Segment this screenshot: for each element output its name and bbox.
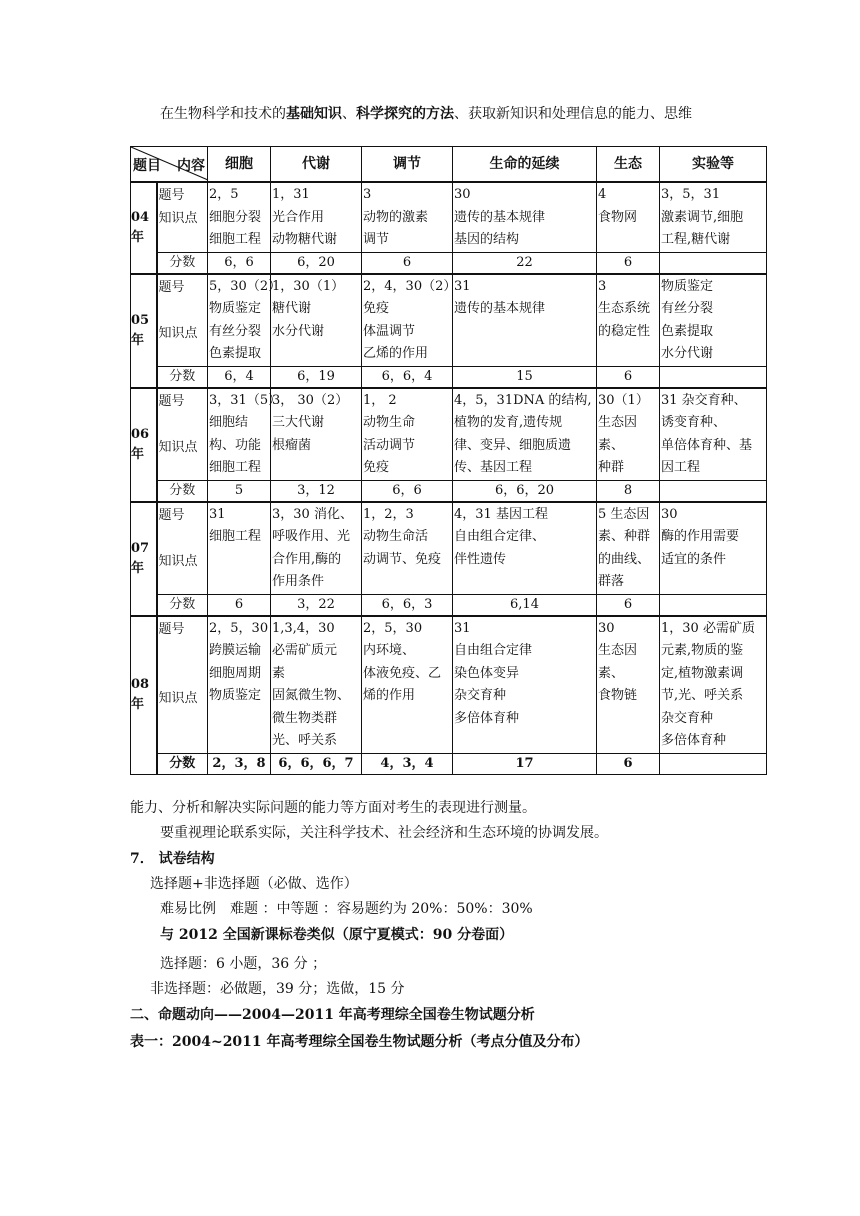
cell-line: 杂交育种 [661,710,714,726]
cell-line: 2，5，30 [363,620,423,636]
score-cell: 6，19 [271,366,362,388]
intro-text-2: 、 [342,106,356,122]
cell-line: 单倍体育种、基 [661,437,753,453]
cell-line: 遗传的基本规律 [454,301,546,316]
row-label-question-number: 题号 [158,188,185,203]
cell-line: 1，31 [272,187,310,202]
cell-line: 群落 [598,574,625,589]
heading-table-one: 表一：2004~2011 年高考理综全国卷生物试题分析（考点分值及分布） [130,1034,589,1050]
table-cell [362,274,457,367]
score-cell: 4，3，4 [362,753,453,774]
score-row [131,753,767,774]
row-label-question-number: 题号 [158,393,185,409]
cell-line: 30 [661,506,678,522]
cell-line: 有丝分裂 [209,323,262,339]
cell-line: 色素提取 [209,346,262,361]
table-cell [362,616,453,754]
cell-line: 定,植物激素调 [661,665,744,681]
para-choice: 选择题：6 小题，36 分 ； [160,956,327,972]
column-header: 实验等 [660,147,767,183]
cell-line: 合作用,酶的 [272,551,342,567]
score-cell: 3，22 [271,594,362,616]
cell-line: 微生物类群 [272,710,338,726]
score-row [131,480,767,502]
table-cell [597,274,660,367]
cell-line: 31 [454,620,471,636]
score-cell: 6 [208,594,271,616]
category-labels [157,274,208,367]
cell-line: 种群 [598,460,625,475]
cell-line: 伴性遗传 [454,551,507,567]
cell-line: 自由组合定律 [454,643,533,658]
cell-line: 构、功能 [209,437,262,453]
cell-line: 乙烯的作用 [363,346,429,361]
score-cell: 6，4 [208,366,271,388]
table-cell [271,274,362,367]
score-cell: 8 [597,480,660,502]
cell-line: 31 [454,278,471,294]
row-label-score: 分数 [157,252,208,274]
year-label: 07 年 [131,502,157,616]
table-row [131,274,767,367]
table-cell [362,182,453,252]
table-cell [660,182,767,252]
cell-line: 诱变育种、 [661,415,727,430]
cell-line: 动物生命 [363,415,416,430]
cell-line: 元素,物质的鉴 [661,643,744,658]
column-header: 细胞 [208,147,271,183]
score-cell [660,366,767,388]
row-label-question-number: 题号 [158,507,185,523]
intro-line [160,103,692,123]
cell-line: 传、基因工程 [454,460,533,475]
heading-exam-structure: 7． 试卷结构 [130,851,215,867]
table-row [131,502,767,595]
cell-line: 染色体变异 [454,665,520,681]
cell-line: 1，2，3 [363,506,414,522]
cell-line: 2，4，30（2） [363,278,457,294]
score-cell [660,753,767,774]
cell-line: 30 [454,187,471,202]
table-row [131,182,767,252]
cell-line: 细胞工程 [209,232,262,247]
corner-label-content: 内容 [177,158,205,174]
score-cell: 6，6，3 [362,594,453,616]
score-cell: 6，6，6，7 [271,753,362,774]
cell-line: 30 [598,620,615,636]
row-label-knowledge: 知识点 [158,325,198,341]
cell-line: 动物的激素 [363,209,429,225]
heading-trend: 二、命题动向——2004—2011 年高考理综全国卷生物试题分析 [130,1007,535,1023]
year-label: 05 年 [131,274,157,388]
cell-line: 烯的作用 [363,688,416,703]
table-cell [208,388,282,481]
score-cell: 6，20 [271,252,362,274]
cell-line: 自由组合定律、 [454,529,546,544]
cell-line: 免疫 [363,301,390,316]
cell-line: 2，5 [209,187,239,202]
score-cell: 6 [597,366,660,388]
cell-line: 细胞分裂 [209,209,262,225]
cell-line: 4，31 基因工程 [454,506,548,522]
table-row [131,616,767,754]
year-label: 08 年 [131,616,157,775]
cell-line: 1，30（1） [272,278,345,294]
cell-line: 酶的作用需要 [661,529,740,544]
cell-line: 细胞工程 [209,460,262,475]
year-label: 06 年 [131,388,157,502]
score-cell: 2，3，8 [208,753,271,774]
score-cell: 6 [362,252,453,274]
cell-line: 植物的发育,遗传规 [454,415,563,430]
row-label-knowledge: 知识点 [158,553,198,569]
cell-line: 免疫 [363,460,390,475]
score-cell: 15 [453,366,597,388]
score-cell [660,252,767,274]
cell-line: 的稳定性 [598,323,651,339]
row-label-score: 分数 [157,480,208,502]
header-corner [131,147,208,183]
cell-line: 物质鉴定 [661,278,714,294]
cell-line: 动物生命活 [363,529,429,544]
cell-line: 生态因 [598,643,638,658]
cell-line: 物质鉴定 [209,688,262,703]
row-label-score: 分数 [157,753,208,774]
category-labels [157,616,208,754]
row-label-question-number: 题号 [158,621,185,637]
score-row [131,366,767,388]
column-header: 代谢 [271,147,362,183]
cell-line: 活动调节 [363,437,416,453]
table-cell [597,388,660,481]
table-cell [453,502,597,595]
score-row [131,594,767,616]
cell-line: 调节 [363,232,390,247]
cell-line: 固氮微生物、 [272,688,351,703]
cell-line: 3， 30（2） [272,392,349,408]
table-cell [453,182,597,252]
cell-line: 光合作用 [272,209,325,225]
cell-line: 多倍体育种 [454,710,520,726]
table-row [131,388,767,481]
cell-line: 根瘤菌 [272,437,312,453]
cell-line: 动调节、免疫 [363,551,442,567]
para-similarity: 与 2012 全国新课标卷类似（原宁夏模式：90 分卷面） [160,927,514,943]
cell-line: 4，5，31DNA 的结构, [454,392,592,408]
cell-line: 呼吸作用、光 [272,529,351,544]
score-cell: 6，6 [362,480,453,502]
cell-line: 基因的结构 [454,232,520,247]
cell-line: 物质鉴定 [209,301,262,316]
cell-line: 细胞工程 [209,529,262,544]
intro-text-3: 、获取新知识和处理信息的能力、思维 [454,106,692,122]
score-cell: 6 [597,252,660,274]
cell-line: 生态系统 [598,301,651,316]
score-cell [660,480,767,502]
cell-line: 细胞结 [209,415,249,430]
year-label: 04 年 [131,182,157,274]
table-cell [271,502,362,595]
cell-line: 因工程 [661,460,701,475]
score-cell: 3，12 [271,480,362,502]
score-row [131,252,767,274]
cell-line: 4 [598,187,607,202]
para-practice: 要重视理论联系实际，关注科学技术、社会经济和生态环境的协调发展。 [160,825,608,841]
cell-line: 杂交育种 [454,688,507,703]
cell-line: 3，5，31 [661,187,721,202]
table-cell [208,182,271,252]
cell-line: 动物糖代谢 [272,232,338,247]
table-cell [271,616,362,754]
cell-line: 水分代谢 [272,323,325,339]
cell-line: 细胞周期 [209,665,262,681]
cell-line: 3，30 消化、 [272,506,353,522]
cell-line: 体液免疫、乙 [363,665,442,681]
cell-line: 律、变异、细胞质遗 [454,437,572,453]
cell-line: 作用条件 [272,574,325,589]
intro-text-1: 在生物科学和技术的 [160,106,286,122]
table-cell [271,388,362,481]
cell-line: 三大代谢 [272,415,325,430]
score-cell: 6，6，4 [362,366,453,388]
cell-line: 31 杂交育种、 [661,392,747,408]
cell-line: 色素提取 [661,323,714,339]
cell-line: 水分代谢 [661,346,714,361]
table-cell [453,388,597,481]
score-cell: 17 [453,753,597,774]
row-label-score: 分数 [157,366,208,388]
cell-line: 激素调节,细胞 [661,209,744,225]
cell-line: 体温调节 [363,323,416,339]
cell-line: 5，30（2） [209,278,282,294]
cell-line: 有丝分裂 [661,301,714,316]
score-cell: 22 [453,252,597,274]
cell-line: 3 [598,278,607,294]
row-label-knowledge: 知识点 [158,211,198,226]
cell-line: 必需矿质元 [272,643,338,658]
cell-line: 1， 2 [363,392,397,408]
exam-analysis-table [130,146,767,775]
cell-line: 2，5，30 [209,620,269,636]
category-labels [157,182,208,252]
corner-label-question: 题目 [133,158,161,174]
cell-line: 内环境、 [363,643,416,658]
cell-line: 适宜的条件 [661,551,727,567]
cell-line: 糖代谢 [272,301,312,316]
score-cell [660,594,767,616]
cell-line: 素、 [598,437,625,453]
table-cell [660,616,767,754]
cell-line: 1，30 必需矿质 [661,620,755,636]
table-cell [660,274,767,367]
intro-bold-2: 科学探究的方法 [356,106,454,122]
cell-line: 3，31（5） [209,392,282,408]
score-cell: 6，6，20 [453,480,597,502]
cell-line: 5 生态因 [598,506,650,522]
table-cell [208,502,271,595]
score-cell: 5 [208,480,271,502]
cell-line: 30（1） [598,392,649,408]
cell-line: 多倍体育种 [661,733,727,748]
category-labels [157,502,208,595]
column-header: 调节 [362,147,453,183]
score-cell: 6 [597,594,660,616]
row-label-knowledge: 知识点 [158,439,198,455]
cell-line: 的曲线、 [598,551,651,567]
row-label-question-number: 题号 [158,279,185,295]
cell-line: 食物链 [598,688,638,703]
column-header: 生态 [597,147,660,183]
column-header: 生命的延续 [453,147,597,183]
table-cell [660,502,767,595]
para-question-types: 选择题+非选择题（必做、选作） [150,876,358,892]
cell-line: 工程,糖代谢 [661,232,731,247]
score-cell: 6，6 [208,252,271,274]
cell-line: 光、呼关系 [272,733,338,748]
cell-line: 食物网 [598,209,638,225]
header-row [131,147,767,183]
table-cell [453,616,597,754]
table-cell [453,274,597,367]
table-cell [362,388,453,481]
table-cell [597,502,660,595]
cell-line: 跨膜运输 [209,643,262,658]
cell-line: 31 [209,506,226,522]
table-cell [660,388,767,481]
cell-line: 1,3,4，30 [272,620,335,636]
table-cell [208,616,271,754]
intro-bold-1: 基础知识 [286,106,342,122]
row-label-knowledge: 知识点 [158,690,198,706]
table-cell [597,182,660,252]
cell-line: 节,光、呼关系 [661,688,744,703]
cell-line: 素、 [598,665,625,681]
category-labels [157,388,208,481]
cell-line: 素 [272,665,286,681]
para-difficulty: 难易比例 难题 ：中等题 ：容易题约为 20%：50%：30% [160,901,533,917]
score-cell: 6,14 [453,594,597,616]
cell-line: 生态因 [598,415,638,430]
score-cell: 6 [597,753,660,774]
para-ability: 能力、分析和解决实际问题的能力等方面对考生的表现进行测量。 [130,800,536,816]
table-cell [271,182,362,252]
table-cell [208,274,282,367]
table-cell [362,502,453,595]
table-cell [597,616,660,754]
cell-line: 素、种群 [598,529,651,544]
para-non-choice: 非选择题：必做题，39 分；选做，15 分 [150,981,405,997]
cell-line: 3 [363,187,372,202]
cell-line: 遗传的基本规律 [454,209,546,225]
row-label-score: 分数 [157,594,208,616]
